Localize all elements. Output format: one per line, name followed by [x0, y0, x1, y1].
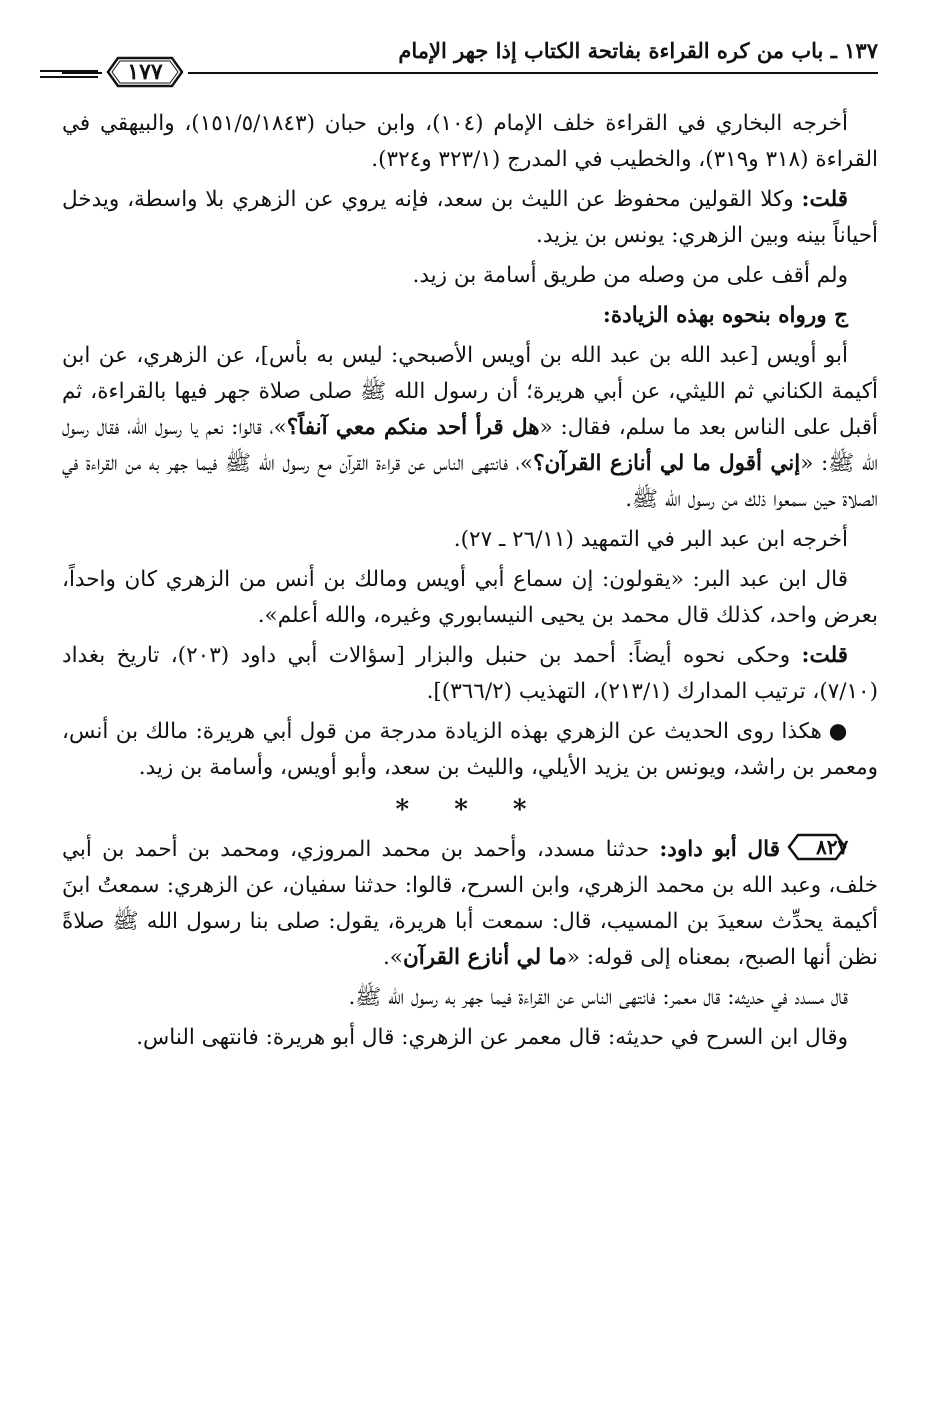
- paragraph-text: »، قالوا: نعم يا رسول الله، فقال رسول الله ﷺ: «: [62, 415, 878, 476]
- page-body: [62, 106, 878, 1056]
- hadith-quote: هل قرأ أحد منكم معي آنفاً؟: [286, 415, 540, 440]
- paragraph-text: أخرجه البخاري في القراءة خلف الإمام (١٠٤)، وابن حبان (١٥١/٥/١٨٤٣)، والبيهقي في القراءة (٣١٨ و٣١٩)، والخطيب في المدرج (٣٢٣/١ و٣٢٤).: [62, 111, 878, 172]
- page-number-frame: [102, 54, 188, 90]
- paragraph-text: ».: [382, 945, 403, 970]
- paragraph-text: وقال ابن السرح في حديثه: قال معمر عن الزهري: قال أبو هريرة: فانتهى الناس.: [136, 1025, 848, 1050]
- hadith-lead: قال أبو داود:: [659, 837, 780, 862]
- paragraph-qultu-1: [62, 182, 878, 254]
- chapter-title: ١٣٧ ـ باب من كره القراءة بفاتحة الكتاب إذا جهر الإمام: [398, 38, 878, 63]
- paragraph-abu-uways: [62, 338, 878, 518]
- paragraph-hadith-827: [62, 832, 878, 976]
- paragraph-heading-ziyada: [62, 298, 878, 334]
- paragraph-text: وكلا القولين محفوظ عن الليث بن سعد، فإنه يروي عن الزهري بلا واسطة، ويدخل أحياناً بينه وبين الزهري: يونس بن يزيد.: [62, 187, 878, 248]
- section-heading: ج ورواه بنحوه بهذه الزيادة:: [602, 303, 848, 328]
- qultu-label: قلت:: [801, 187, 848, 212]
- paragraph-text: وحكى نحوه أيضاً: أحمد بن حنبل والبزار [سؤالات أبي داود (٢٠٣)، تاريخ بغداد (٧/١٠)، ترتيب المدارك (٢١٣/١)، التهذيب (٣٦٦/٢)].: [62, 643, 878, 704]
- paragraph-text: ولم أقف على من وصله من طريق أسامة بن زيد.: [412, 263, 848, 288]
- header-rule-left-2: [40, 76, 98, 78]
- bullet-icon: ●: [828, 719, 848, 744]
- paragraph-ibn-abd-albarr: [62, 562, 878, 634]
- paragraph-text: قال ابن عبد البر: «يقولون: إن سماع أبي أويس ومالك بن أنس من الزهري كان واحداً، بعرض واحد، كذلك قال محمد بن يحيى النيسابوري وغيره، والله أعلم».: [62, 567, 878, 628]
- hadith-quote: ما لي أنازع القرآن: [402, 945, 567, 970]
- paragraph-hakadha: [62, 714, 878, 786]
- book-page: [62, 34, 878, 1374]
- paragraph-ibn-alsarh: [62, 1020, 878, 1056]
- page-header: [62, 34, 878, 94]
- paragraph-text: قال مسدد في حديثه: قال معمر: فانتهى الناس عن القراءة فيما جهر به رسول الله ﷺ.: [348, 985, 848, 1010]
- hadith-quote: إني أقول ما لي أنازع القرآن؟: [533, 451, 801, 476]
- section-separator: * * *: [395, 795, 545, 825]
- paragraph-text: هكذا روى الحديث عن الزهري بهذه الزيادة مدرجة من قول أبي هريرة: مالك بن أنس، ومعمر بن راشد، ويونس بن يزيد الأيلي، والليث بن سعد، وأبو أويس، وأسامة بن زيد.: [62, 719, 878, 780]
- paragraph-text: »، فانتهى الناس عن قراءة القرآن مع رسول الله ﷺ فيما جهر به من القراءة في الصلاة حين سمعوا ذلك من رسول الله ﷺ.: [62, 451, 878, 512]
- hadith-number: ٨٢٧: [816, 835, 849, 859]
- header-rule-left: [40, 70, 98, 72]
- hadith-number-frame: [786, 832, 848, 862]
- paragraph-text: حدثنا مسدد، وأحمد بن محمد المروزي، ومحمد بن أحمد بن أبي خلف، وعبد الله بن محمد الزهري، وابن السرح، قالوا: حدثنا سفيان، عن الزهري: سمعتُ ابنَ أكيمة يحدِّث سعيدَ بن المسيب، قال: سمعت أبا هريرة، يقول: صلى بنا رسول الله ﷺ صلاةً نظن أنها الصبح، بمعناه إلى قوله: «: [62, 837, 878, 970]
- paragraph-qultu-2: [62, 638, 878, 710]
- paragraph-takhrij-1: [62, 106, 878, 178]
- paragraph-text: أخرجه ابن عبد البر في التمهيد (٢٦/١١ ـ ٢٧).: [453, 527, 848, 552]
- paragraph-usama: [62, 258, 878, 294]
- paragraph-musaddad: [62, 980, 878, 1016]
- paragraph-text: أبو أويس [عبد الله بن عبد الله بن أويس الأصبحي: ليس به بأس]، عن الزهري، عن ابن أكيمة الكناني ثم الليثي، عن أبي هريرة؛ أن رسول الله ﷺ صلى صلاة جهر فيها بالقراءة، ثم أقبل على الناس بعد ما سلم، فقال: «: [62, 343, 879, 440]
- paragraph-takhrij-2: [62, 522, 878, 558]
- page-number: ١٧٧: [127, 59, 163, 85]
- qultu-label: قلت:: [801, 643, 848, 668]
